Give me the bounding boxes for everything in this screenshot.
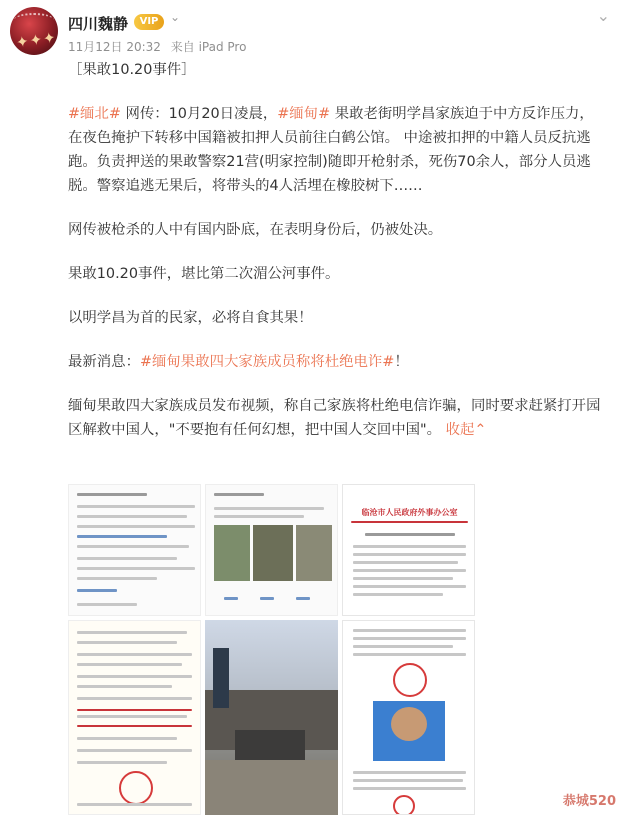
- hashtag-link[interactable]: #缅甸果敢四大家族成员称将杜绝电诈#: [139, 354, 395, 370]
- post-meta: [68, 38, 252, 55]
- paragraph-text: ！: [394, 354, 409, 370]
- avatar-decoration: [14, 13, 54, 27]
- paragraph-text: 缅甸果敢四大家族成员发布视频，称自己家族将杜绝电信诈骗，同时要求赶紧打开园区解救中国人，"不要抱有任何幻想，把中国人交回中国"。: [68, 398, 601, 438]
- site-watermark: 恭城520: [562, 794, 616, 809]
- paragraph-5: [68, 350, 606, 374]
- image-official-document[interactable]: [342, 484, 475, 616]
- author-name[interactable]: 四川魏静: [68, 15, 129, 33]
- paragraph-text: 最新消息：: [68, 354, 140, 370]
- paragraph-6: [68, 394, 606, 442]
- image-screenshot-photos[interactable]: [205, 484, 338, 616]
- chevron-down-icon[interactable]: ⌄: [170, 10, 181, 24]
- image-document-list[interactable]: [68, 620, 201, 815]
- hashtag-link[interactable]: #缅甸#: [277, 106, 331, 122]
- paragraph-text: 果敢老街明学昌家族迫于中方反诈压力，在夜色掩护下转移中国籍被扣押人员前往白鹤公馆。 中途被扣押的中籍人员反抗逃跑。负责押送的果敢警察21营(明家控制)随即开枪射杀，死伤70余人，部分人员逃脱。警察追逃无果后，将带头的4人活埋在橡胶树下……: [68, 106, 594, 194]
- post-header: [0, 0, 624, 62]
- vip-badge[interactable]: VIP: [134, 14, 164, 30]
- avatar[interactable]: [10, 7, 58, 55]
- paragraph-2: 网传被枪杀的人中有国内卧底，在表明身份后，仍被处决。: [68, 222, 443, 238]
- paragraph-1: [68, 102, 606, 198]
- paragraph-text: 网传：10月20日凌晨，: [120, 106, 278, 122]
- paragraph-4: 以明学昌为首的民家，必将自食其果！: [68, 310, 313, 326]
- image-street-scene[interactable]: [205, 620, 338, 815]
- hashtag-link[interactable]: #缅北#: [68, 106, 121, 122]
- collapse-button[interactable]: 收起⌃: [445, 422, 487, 438]
- post-date[interactable]: 11月12日 20:32: [68, 40, 161, 54]
- image-person-notice[interactable]: [342, 620, 475, 815]
- image-screenshot-post[interactable]: [68, 484, 201, 616]
- title-line: ［果敢10.20事件］: [68, 62, 196, 78]
- avatar-glyph: ✦✦✦: [14, 28, 58, 52]
- paragraph-3: 果敢10.20事件，堪比第二次湄公河事件。: [68, 266, 340, 282]
- media-grid: [68, 484, 476, 815]
- post-body: [68, 58, 606, 462]
- post-source: 来自 iPad Pro: [170, 40, 247, 54]
- more-options-icon[interactable]: ⌄: [596, 6, 610, 25]
- document-title: 临沧市人民政府外事办公室: [361, 508, 458, 517]
